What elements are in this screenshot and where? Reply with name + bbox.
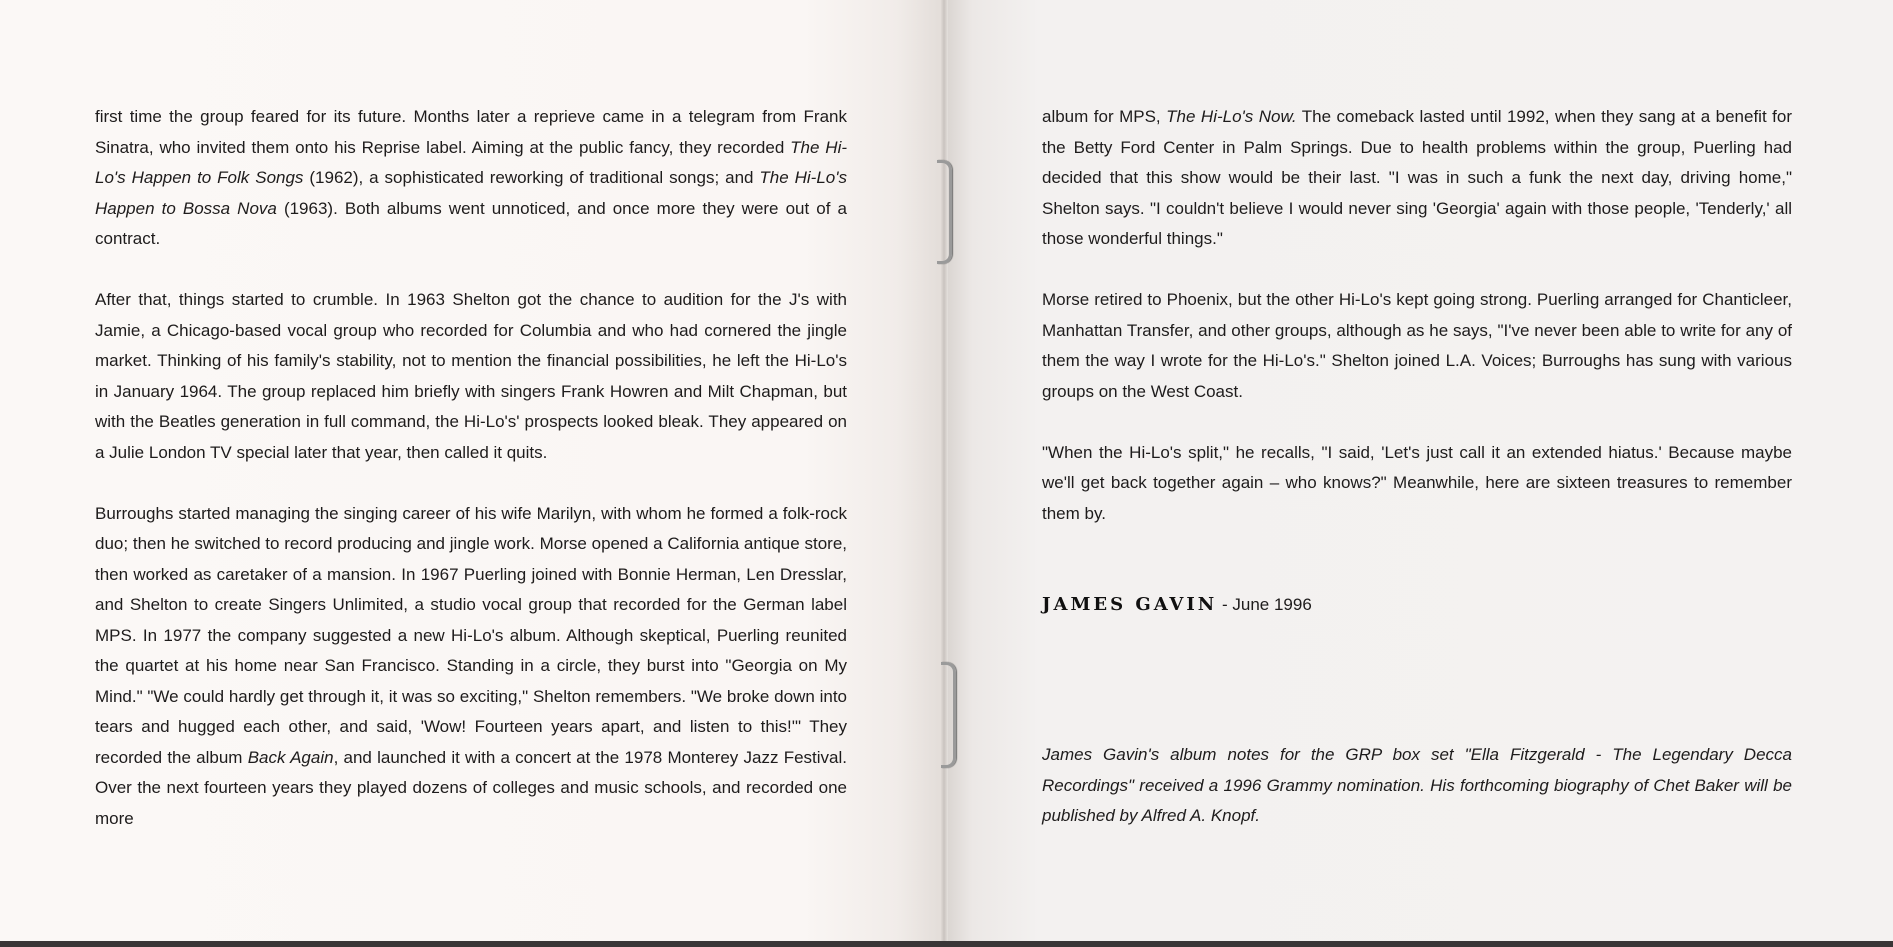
left-page	[0, 0, 944, 947]
scan-edge	[0, 941, 1893, 947]
text-run: After that, things started to crumble. In 1963 Shelton got the chance to audition for the J's with Jamie, a Chicago-based vocal group who recorded for Columbia and who had cornered the jingle market. Thinking of his family's stability, not to mention the financial possibilities, he left the Hi-Lo's in January 1964. The group replaced him briefly with singers Frank Howren and Milt Chapman, but with the Beatles generation in full command, the Hi-Lo's' prospects looked bleak. They appeared on a Julie London TV special later that year, then called it quits.	[95, 290, 847, 462]
text-run: (1962), a sophisticated reworking of traditional songs; and	[303, 168, 760, 187]
text-run: album for MPS,	[1042, 107, 1167, 126]
left-paragraph-2	[95, 285, 847, 468]
right-paragraph-1	[1042, 102, 1792, 255]
text-run: The comeback lasted until 1992, when they sang at a benefit for the Betty Ford Center in Palm Springs. Due to health problems within the group, Puerling had decided that this show would be their last. "I was in such a funk the next day, driving home," Shelton says. "I couldn't believe I would never sing 'Georgia' again with those people, 'Tenderly,' all those wonderful things."	[1042, 107, 1793, 248]
left-paragraph-1	[95, 102, 847, 255]
album-title: The Hi-Lo's Now.	[1166, 107, 1297, 126]
text-run: "When the Hi-Lo's split," he recalls, "I said, 'Let's just call it an extended hiatus.' Because maybe we'll get back together again – who knows?" Meanwhile, here are sixteen treasures to remember them by.	[1042, 442, 1792, 523]
text-run: first time the group feared for its future. Months later a reprieve came in a telegram from Frank Sinatra, who invited them onto his Reprise label. Aiming at the public fancy, they recorded	[95, 107, 847, 157]
right-paragraph-2	[1042, 285, 1792, 407]
staple-bottom	[941, 662, 956, 768]
text-run: (1963). Both albums went unnoticed, and once more they were out of a contract.	[95, 198, 847, 248]
author-signature	[1042, 590, 1312, 620]
right-page-text	[1042, 102, 1792, 529]
album-title: The Hi-Lo's Happen to Folk Songs	[95, 137, 848, 187]
text-run: Morse retired to Phoenix, but the other Hi-Lo's kept going strong. Puerling arranged for Chanticleer, Manhattan Transfer, and other groups, although as he says, "I've never been able to write for any of them the way I wrote for the Hi-Lo's." Shelton joined L.A. Voices; Burroughs has sung with various groups on the West Coast.	[1042, 290, 1792, 401]
author-name: JAMES GAVIN	[1042, 594, 1218, 615]
booklet-spine	[940, 0, 948, 947]
text-run: , and launched it with a concert at the 1978 Monterey Jazz Festival. Over the next fourteen years they played dozens of colleges and music schools, and recorded one more	[95, 747, 847, 828]
signature-date: - June 1996	[1217, 595, 1312, 614]
left-paragraph-3	[95, 499, 847, 835]
left-page-text	[95, 102, 847, 834]
album-title: Back Again	[247, 747, 334, 767]
right-paragraph-3	[1042, 438, 1792, 530]
text-run: Burroughs started managing the singing career of his wife Marilyn, with whom he formed a folk-rock duo; then he switched to record producing and jingle work. Morse opened a California antique store, then worked as caretaker of a mansion. In 1967 Puerling joined with Bonnie Herman, Len Dresslar, and Shelton to create Singers Unlimited, a studio vocal group that recorded for the German label MPS. In 1977 the company suggested a new Hi-Lo's album. Although skeptical, Puerling reunited the quartet at his home near San Francisco. Standing in a circle, they burst into "Georgia on My Mind." "We could hardly get through it, it was so exciting," Shelton remembers. "We broke down into tears and hugged each other, and said, 'Wow! Fourteen years apart, and listen to this!'" They recorded the album	[95, 503, 847, 767]
author-credit: James Gavin's album notes for the GRP box set "Ella Fitzgerald - The Legendary Decca Recordings" received a 1996 Grammy nomination. His forthcoming biography of Chet Baker will be published by Alfred A. Knopf.	[1042, 745, 1792, 825]
album-title: The Hi-Lo's Happen to Bossa Nova	[95, 168, 848, 218]
staple-top	[937, 160, 952, 264]
